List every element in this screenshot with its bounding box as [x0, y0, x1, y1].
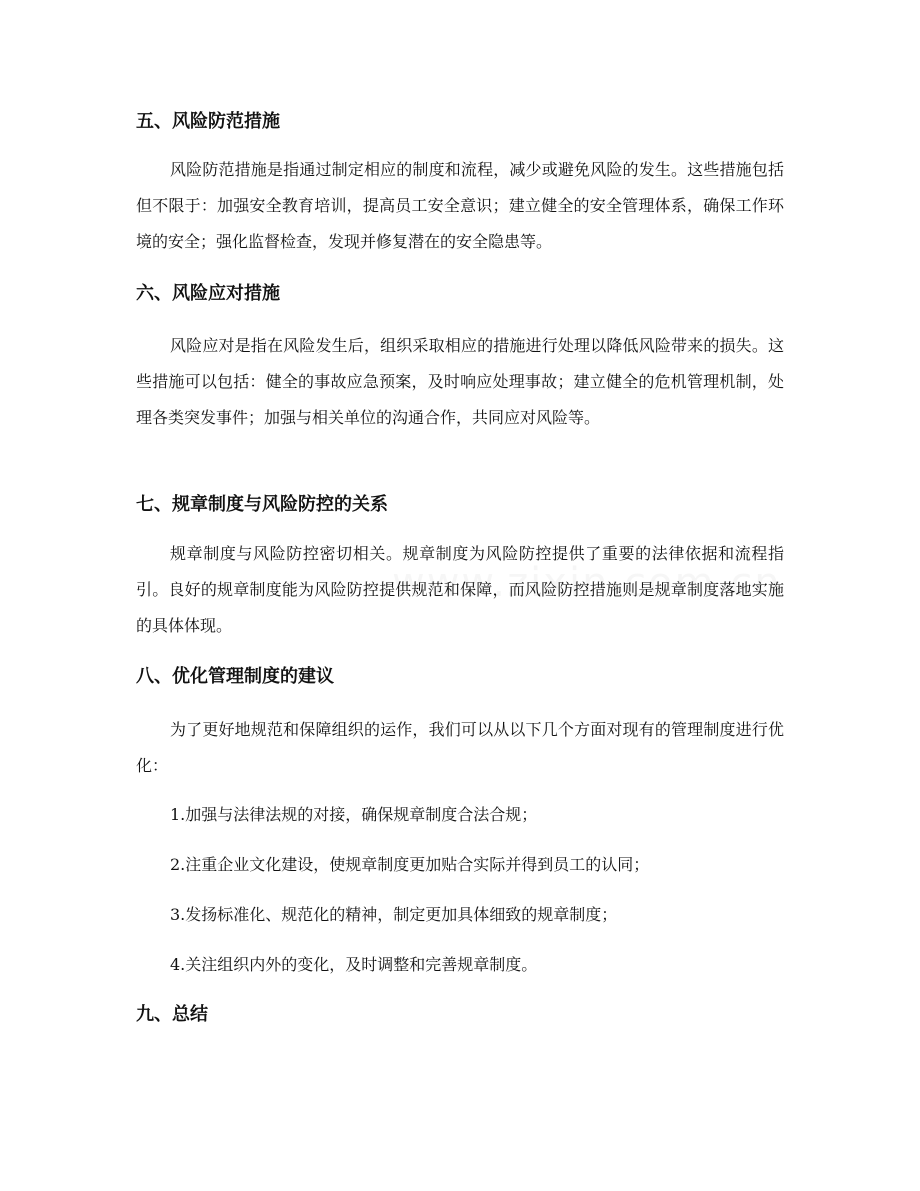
section-8-heading: 八、优化管理制度的建议 — [136, 666, 334, 687]
section-6-heading: 六、风险应对措施 — [136, 283, 280, 304]
section-5-heading: 五、风险防范措施 — [136, 111, 280, 132]
section-9-heading: 九、总结 — [136, 1004, 208, 1025]
section-7-heading: 七、规章制度与风险防控的关系 — [136, 494, 388, 515]
list-item: 4.关注组织内外的变化，及时调整和完善规章制度。 — [170, 955, 538, 974]
section-6-paragraph: 风险应对是指在风险发生后，组织采取相应的措施进行处理以降低风险带来的损失。这些措施可以包括：健全的事故应急预案，及时响应处理事故；建立健全的危机管理机制，处理各类突发事件；加强与相关单位的沟通合作，共同应对风险等。 — [136, 336, 784, 427]
section-8-paragraph: 为了更好地规范和保障组织的运作，我们可以从以下几个方面对现有的管理制度进行优化： — [136, 720, 784, 775]
section-5-paragraph: 风险防范措施是指通过制定相应的制度和流程，减少或避免风险的发生。这些措施包括但不限于：加强安全教育培训，提高员工安全意识；建立健全的安全管理体系，确保工作环境的安全；强化监督检查，发现并修复潜在的安全隐患等。 — [136, 160, 784, 251]
list-item: 1.加强与法律法规的对接，确保规章制度合法合规； — [170, 805, 538, 824]
list-item: 3.发扬标准化、规范化的精神，制定更加具体细致的规章制度； — [170, 905, 618, 924]
section-7-paragraph: 规章制度与风险防控密切相关。规章制度为风险防控提供了重要的法律依据和流程指引。良好的规章制度能为风险防控提供规范和保障，而风险防控措施则是规章制度落地实施的具体体现。 — [136, 544, 784, 635]
list-item: 2.注重企业文化建设，使规章制度更加贴合实际并得到员工的认同； — [170, 855, 650, 874]
